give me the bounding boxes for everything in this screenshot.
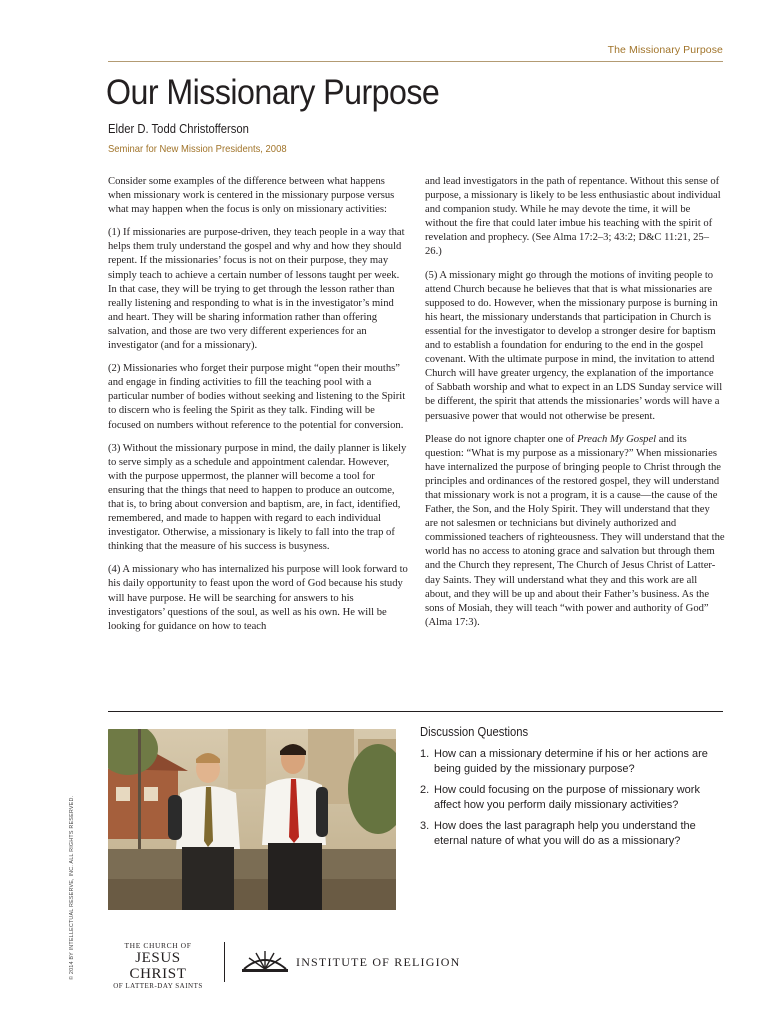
list-item — [420, 819, 720, 848]
discussion-questions-title: Discussion Questions — [420, 725, 529, 739]
list-item — [420, 747, 720, 776]
section-divider — [108, 711, 723, 712]
book-title: Preach My Gospel — [577, 433, 657, 445]
question-text: How does the last paragraph help you understand the eternal nature of what you will do as a missionary? — [434, 820, 696, 847]
source-line: Seminar for New Mission Presidents, 2008 — [108, 143, 287, 155]
institute-of-religion-label: INSTITUTE OF RELIGION — [296, 955, 461, 969]
question-number: 1. — [420, 748, 430, 760]
left-column — [108, 175, 408, 643]
author-name: Elder D. Todd Christofferson — [108, 122, 249, 136]
right-column — [425, 175, 725, 639]
running-head: The Missionary Purpose — [607, 44, 723, 56]
paragraph: (5) A missionary might go through the motions of inviting people to attend Church because he believes that that is what missionaries are supposed to do. However, when the missionary purpose is burning in his heart, the missionary understands that participation in Church is essential for the investigator to develop a stronger desire for baptism and to establish a foundation for enduring to the end in the gospel covenant. With the ultimate purpose in mind, the invitation to attend Church will have greater urgency, the explanation of the importance of Sabbath worship and what to expect in an LDS Sunday service will be different, the spirit that attends the missionaries’ words will have a persuasive power that would not otherwise be present. — [425, 269, 723, 422]
copyright-notice: © 2014 BY INTELLECTUAL RESERVE, INC. ALL RIGHTS RESERVED. — [69, 795, 75, 980]
institute-sunburst-icon — [242, 947, 288, 973]
paragraph: (1) If missionaries are purpose-driven, they teach people in a way that helps them truly understand the gospel and why and how they should repent. If the missionaries’ focus is not on their purpose, they may simply teach to achieve a certain number of lessons taught per week. In that case, they will be trying to get through the lesson rather than really listening and responding to what is in the investigator’s mind and heart. They will be sharing information rather than offering salvation, and those are two very different experiences for an investigator (and for a missionary). — [108, 227, 405, 352]
church-logo — [106, 941, 210, 990]
text-run: Please do not ignore chapter one of — [425, 433, 578, 445]
discussion-questions-list — [420, 747, 720, 855]
church-logo-line: JESUS CHRIST — [129, 950, 187, 982]
photo-two-missionaries-icon — [108, 729, 396, 910]
missionaries-photo — [108, 729, 396, 910]
paragraph: Consider some examples of the difference between what happens when missionary work is centered in the missionary purpose versus what may happen when the focus is only on missionary activities: — [108, 176, 395, 216]
church-logo-line: THE CHURCH OF — [124, 941, 192, 950]
page-title: Our Missionary Purpose — [106, 73, 440, 112]
paragraph: (3) Without the missionary purpose in mind, the daily planner is likely to serve simply as a schedule and appointment calendar. However, with the purpose uppermost, the planner will become a tool for ensuring that the things that need to happen to produce an outcome, that is, to bring about conversion and baptism, are, in fact, identified, remembered, and made to happen with regard to each individual investigator. Otherwise, a missionary is likely to fall into the trap of thinking that the measure of his success is busyness. — [108, 442, 407, 553]
question-number: 2. — [420, 784, 430, 796]
paragraph: and lead investigators in the path of repentance. Without this sense of purpose, a missionary is likely to be less enthusiastic about individual and companion study. While he may devote the time, it will be without the fire that could later imbue his teaching with the spirit of revelation and prophecy. (See Alma 17:2–3; 43:2; D&C 11:21, 25–26.) — [425, 176, 721, 258]
list-item — [420, 783, 720, 812]
paragraph — [425, 433, 725, 630]
top-rule — [108, 61, 723, 62]
logo-divider — [224, 942, 225, 982]
paragraph: (4) A missionary who has internalized his purpose will look forward to his daily opportunity to feast upon the word of God because his study will have purpose. He will be searching for answers to his investigators’ questions of the soul, as well as his own. He will be looking for guidance on how to teach — [108, 564, 408, 632]
paragraph: (2) Missionaries who forget their purpose might “open their mouths” and engage in finding activities to fill the teaching pool with a particular number of bodies without seeking and listening to the Spirit to discern who is feeling the Spirit as they talk. Finding will be focused on numbers without reference to the potential for conversion. — [108, 363, 406, 431]
church-logo-line: OF LATTER-DAY SAINTS — [113, 982, 203, 990]
text-run: and its question: “What is my purpose as a missionary?” When missionaries have internalized the purpose of bringing people to Christ through the principles and ordinances of the restored gospel, they will understand that missionary work is not a program, it is a cause—the cause of the Father, the Son, and the Holy Spirit. They will understand that they are not salesmen or technicians but divinely authorized and commissioned teachers of righteousness. They will understand that the world has no access to atoning grace and salvation but through them and the Church they represent, The Church of Jesus Christ of Latter-day Saints. They will understand what they and this work are all about, and they will be up and about their Father’s business. As the sons of Mosiah, they will teach “with power and authority of God” (Alma 17:3). — [425, 433, 725, 628]
question-text: How could focusing on the purpose of missionary work affect how you perform daily missionary activities? — [434, 784, 700, 811]
question-number: 3. — [420, 820, 430, 832]
question-text: How can a missionary determine if his or her actions are being guided by the missionary purpose? — [434, 748, 708, 775]
